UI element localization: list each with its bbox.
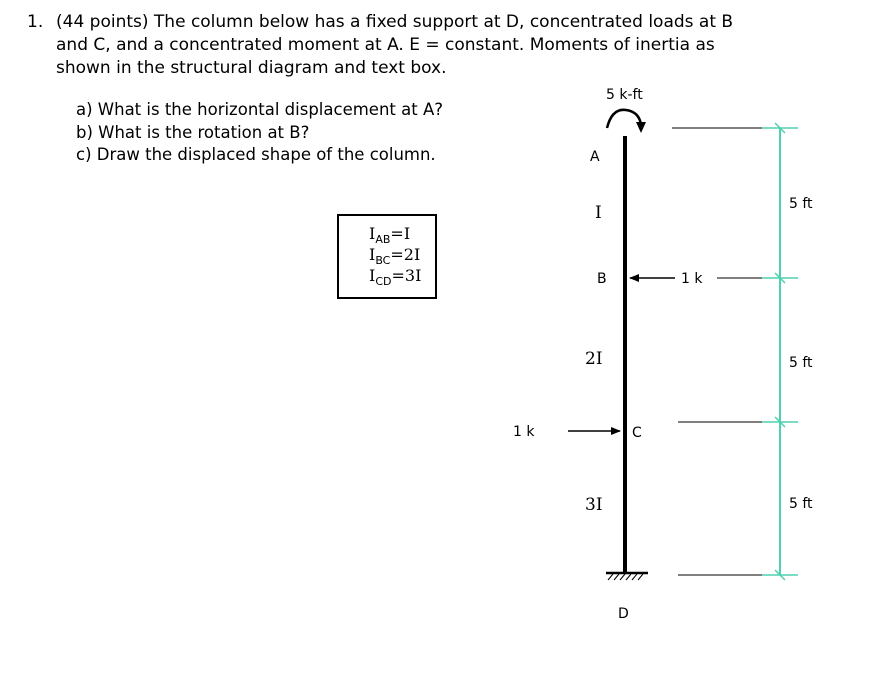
part-b: b) What is the rotation at B? <box>76 122 310 142</box>
problem-number: 1. <box>27 12 44 32</box>
inertia-row-cd: $I_{CD}=3I$ <box>369 266 422 288</box>
part-c: c) Draw the displaced shape of the column. <box>76 145 436 164</box>
part-a: a) What is the horizontal displacement at A? <box>76 100 443 119</box>
statement-line-2: and C, and a concentrated moment at A. E = constant. Moments of inertia as <box>56 35 715 55</box>
moment-arrowhead <box>636 122 646 133</box>
statement-line-1: (44 points) The column below has a fixed support at D, concentrated loads at B <box>56 12 734 32</box>
inertia-row-ab: $I_{AB}=I$ <box>369 224 411 246</box>
dim-ab-label: 5 ft <box>789 196 813 212</box>
dim-cd-label: 5 ft <box>789 496 813 512</box>
node-c-label: C <box>632 425 642 441</box>
dim-bc-label: 5 ft <box>789 355 813 371</box>
segment-bc-inertia: 2I <box>585 349 603 369</box>
statement-line-3: shown in the structural diagram and text box. <box>56 58 447 78</box>
node-b-label: B <box>597 271 607 287</box>
node-a-label: A <box>590 149 600 165</box>
node-d-label: D <box>618 606 629 622</box>
moment-label: 5 k-ft <box>606 87 643 103</box>
fixed-support-d <box>606 573 648 580</box>
moment-arrow <box>607 110 641 128</box>
inertia-row-bc: $I_{BC}=2I$ <box>369 245 421 267</box>
load-b-label: 1 k <box>681 271 703 287</box>
segment-cd-inertia: 3I <box>585 495 603 515</box>
load-c-label: 1 k <box>513 424 535 440</box>
segment-ab-inertia: I <box>595 203 602 223</box>
